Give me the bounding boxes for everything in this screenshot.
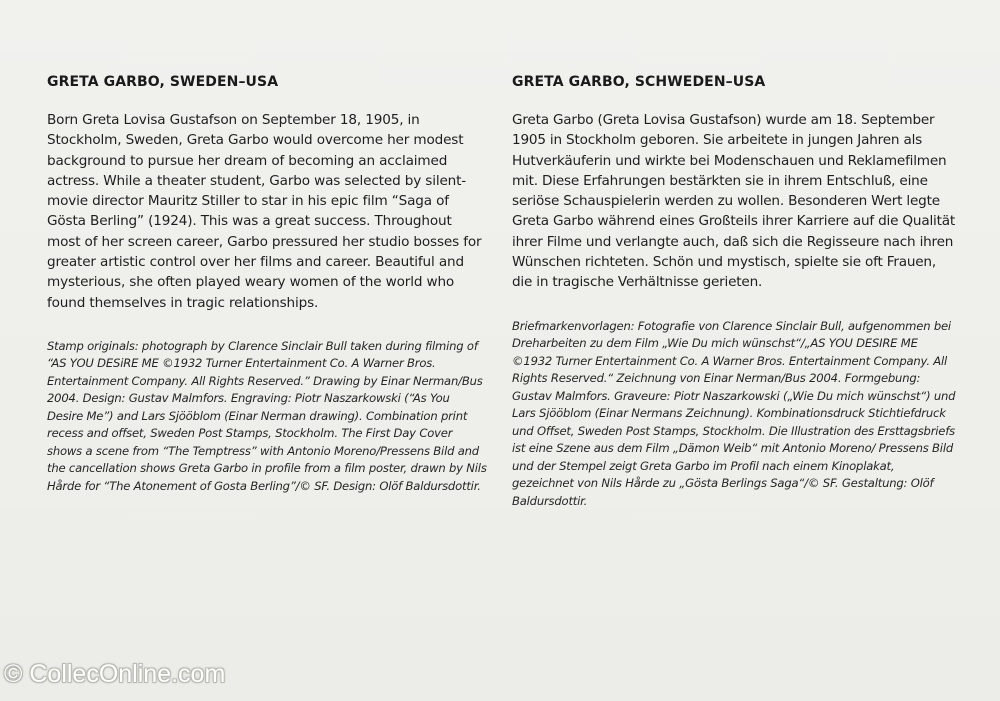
english-body-text: Born Greta Lovisa Gustafson on September 18, 1905, in Stockholm, Sweden, Greta Garbo would overcome her modest background to pursue her dream of becoming an acclaimed actress. While a theater student, Garbo was selected by silent-movie director Mauritz Stiller to star in his epic film “Saga of Gösta Berling” (1924). This was a great success. Throughout most of her screen career, Garbo pressured her studio bosses for greater artistic control over her films and career. Beautiful and mysterious, she often played weary women of the world who found themselves in tragic relationships. (47, 112, 482, 311)
english-column (47, 74, 487, 495)
german-heading: GRETA GARBO, SCHWEDEN–USA (512, 74, 766, 90)
watermark-logo: © CollecOnline.com (4, 660, 226, 688)
german-body-text: Greta Garbo (Greta Lovisa Gustafson) wurde am 18. September 1905 in Stockholm geboren. Sie arbeitete in jungen Jahren als Hutverkäuferin und wirkte bei Modenschauen und Reklamefilmen mit. Diese Erfahrungen bestärkten sie in ihrem Entschluß, eine seriöse Schauspielerin werden zu wollen. Besonderen Wert legte Greta Garbo während eines Großteils ihrer Karriere auf die Qualität ihrer Filme und verlangte auch, daß sich die Regisseure nach ihren Wünschen richteten. Schön und mystisch, spielte sie oft Frauen, die in tragische Verhältnisse gerieten. (512, 112, 955, 291)
german-credits-text: Briefmarkenvorlagen: Fotografie von Clarence Sinclair Bull, aufgenommen bei Dreharbeiten zu dem Film „Wie Du mich wünschst“/„AS YOU DESIRE ME ©1932 Turner Entertainment Co. A Warner Bros. Entertainment Company. All Rights Reserved.“ Zeichnung von Einar Nerman/Bus 2004. Formgebung: Gustav Malmfors. Graveure: Piotr Naszarkowski („Wie Du mich wünschst“) und Lars Sjööblom (Einar Nermans Zeichnung). Kombinationsdruck Stichtiefdruck und Offset, Sweden Post Stamps, Stockholm. Die Illustration des Ersttagsbriefs ist eine Szene aus dem Film „Dämon Weib“ mit Antonio Moreno/ Pressens Bild und der Stempel zeigt Greta Garbo im Profil nach einem Kinoplakat, gezeichnet von Nils Hårde zu „Gösta Berlings Saga“/© SF. Gestaltung: Olöf Baldursdottir. (512, 318, 956, 508)
german-column (512, 74, 957, 510)
english-heading: GRETA GARBO, SWEDEN–USA (47, 74, 279, 90)
english-credits-text: Stamp originals: photograph by Clarence Sinclair Bull taken during filming of “AS YOU DESiRE ME ©1932 Turner Entertainment Co. A Warner Bros. Entertainment Company. All Rights Reserved.” Drawing by Einar Nerman/Bus 2004. Design: Gustav Malmfors. Engraving: Piotr Naszarkowski (“As You Desire Me”) and Lars Sjööblom (Einar Nerman drawing). Combination print recess and offset, Sweden Post Stamps, Stockholm. The First Day Cover shows a scene from “The Temptress” with Antonio Moreno/Pressens Bild and the cancellation shows Greta Garbo in profile from a film poster, drawn by Nils Hårde for “The Atonement of Gosta Berling”/© SF. Design: Olöf Baldursdottir. (47, 338, 487, 493)
